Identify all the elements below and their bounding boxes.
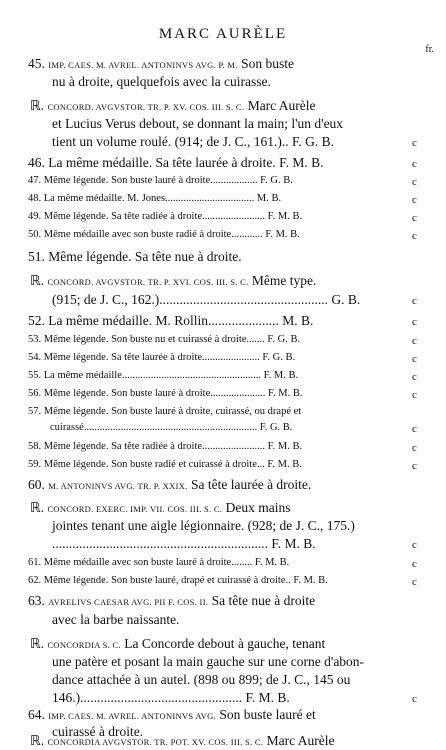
entry-64-cont: cuirassé à droite. [52, 724, 144, 739]
entry-number: 53. [28, 334, 42, 345]
rarity-mark: c [412, 295, 417, 307]
rarity-mark: c [412, 158, 417, 170]
reverse-64 [30, 733, 334, 749]
entry-text: Même légende. Son buste lauré à droite, cuirassé, ou drapé et [43, 406, 302, 417]
entry-number: 62. [28, 575, 42, 586]
entry-text: Son buste [241, 56, 294, 71]
entry-text: Même légende. Sa tête radiée à droite........................ F. M. B. [43, 211, 303, 222]
reverse-legend: CONCORDIA AVGVSTOR. TR. POT. XV. COS. III. S. C. [47, 737, 264, 747]
entry-legend: IMP. CAES. M. AVREL. ANTONINVS AVG. P. M. [48, 60, 238, 70]
entry-52 [28, 313, 313, 329]
entry-text: Même légende. Son buste lauré à droite.................. F. G. B. [43, 175, 293, 186]
rarity-mark: c [412, 335, 417, 347]
page-header: MARC AURÈLE [158, 26, 288, 42]
entry-53 [28, 334, 300, 345]
reverse-45-line2: et Lucius Verus debout, se donnant la main; l'un d'eux [52, 116, 344, 131]
entry-text: Son buste lauré et [219, 707, 316, 722]
entry-text: Même légende. Sa tête radiée à droite........................ F. M. B. [43, 441, 303, 452]
rarity-mark: c [412, 389, 417, 401]
reverse-60-line2: jointes tenant une aigle légionnaire. (928; de J. C., 175.) [52, 518, 355, 533]
entry-number: 56. [28, 388, 42, 399]
entry-text: La même médaille..................................................... F. M. B. [43, 370, 299, 381]
rarity-mark: c [412, 353, 417, 365]
rarity-mark: c [412, 539, 417, 551]
entry-54 [28, 352, 295, 363]
entry-text: La même médaille. Sa tête laurée à droite. F. M. B. [48, 155, 324, 170]
entry-63-cont: avec la barbe naissante. [52, 612, 180, 627]
rarity-mark: c [412, 212, 417, 224]
rarity-mark: c [412, 423, 417, 435]
page-corner-mark: fr. [425, 44, 434, 55]
entry-number: 63. [28, 593, 45, 608]
rarity-mark: c [412, 194, 417, 206]
reverse-text: Deux mains [225, 500, 291, 515]
reverse-60 [30, 500, 291, 516]
entry-number: 59. [28, 459, 42, 470]
entry-45-cont: nu à droite, quelquefois avec la cuirasse. [52, 74, 271, 89]
reverse-symbol: ℝ. [30, 636, 45, 651]
entry-56 [28, 388, 302, 399]
reverse-legend: CONCORD. EXERC. IMP. VII. COS. III. S. C. [47, 504, 223, 514]
entry-text: Même légende. Sa tête nue à droite. [48, 249, 242, 264]
reverse-symbol: ℝ. [30, 500, 45, 515]
entry-text: Même légende. Son buste radié et cuirassé à droite... F. M. B. [43, 459, 302, 470]
entry-number: 48. [28, 193, 42, 204]
rarity-mark: c [412, 460, 417, 472]
entry-58 [28, 441, 302, 452]
entry-number: 54. [28, 352, 42, 363]
entry-57-cont: cuirassé.................................................................. F. G. B. [50, 422, 293, 433]
reverse-text: Marc Aurèle [247, 98, 316, 113]
reverse-51 [30, 273, 316, 289]
rarity-mark: c [412, 576, 417, 588]
rarity-mark: c [412, 371, 417, 383]
entry-number: 57. [28, 406, 42, 417]
entry-55 [28, 370, 298, 381]
entry-text: Même légende. Son buste lauré à droite..................... F. M. B. [43, 388, 303, 399]
entry-62 [28, 575, 328, 586]
entry-text: Même médaille avec son buste lauré à droite........ F. M. B. [43, 557, 290, 568]
entry-45 [28, 56, 294, 72]
entry-text: Même légende. Sa tête laurée à droite...................... F. G. B. [43, 352, 296, 363]
entry-text: Même légende. Son buste lauré, drapé et cuirassé à droite.. F. M. B. [43, 575, 328, 586]
rarity-mark: c [412, 137, 417, 149]
entry-number: 64. [28, 707, 45, 722]
reverse-63-line4: 146.)................................................ F. M. B. [52, 690, 290, 705]
entry-number: 61. [28, 557, 42, 568]
reverse-60-line3: ................................................................ F. M. B. [52, 536, 316, 551]
reverse-45 [30, 98, 316, 114]
entry-49 [28, 211, 302, 222]
entry-number: 45. [28, 56, 45, 71]
entry-number: 47. [28, 175, 42, 186]
entry-legend: IMP. CAES. M. AVREL. ANTONINVS AVG. [48, 711, 217, 721]
entry-number: 46. [28, 155, 45, 170]
entry-number: 49. [28, 211, 42, 222]
reverse-legend: CONCORDIA S. C. [47, 640, 121, 650]
entry-51 [28, 249, 242, 265]
entry-63 [28, 593, 315, 609]
reverse-63-line3: dance attachée à un autel. (898 ou 899; de J. C., 145 ou [52, 672, 351, 687]
entry-59 [28, 459, 302, 470]
rarity-mark: c [412, 442, 417, 454]
reverse-51-line2: (915; de J. C., 162.).................................................. G. B. [52, 292, 361, 307]
entry-text: La même médaille. M. Rollin..................... M. B. [48, 313, 314, 328]
reverse-63-line2: une patère et posant la main gauche sur une corne d'abon- [52, 654, 365, 669]
entry-text: Sa tête nue à droite [211, 593, 316, 608]
reverse-symbol: ℝ. [30, 98, 45, 113]
entry-number: 55. [28, 370, 42, 381]
entry-number: 51. [28, 249, 45, 264]
entry-legend: AVRELIVS CAESAR AVG. PII F. COS. II. [48, 597, 209, 607]
entry-number: 58. [28, 441, 42, 452]
entry-57 [28, 406, 301, 417]
reverse-legend: CONCORD. AVGVSTOR. TR. P. XV. COS. III. S. C. [47, 102, 245, 112]
entry-61 [28, 557, 289, 568]
entry-text: Même légende. Son buste nu et cuirassé à droite....... F. G. B. [43, 334, 301, 345]
entry-48 [28, 193, 281, 204]
entry-47 [28, 175, 293, 186]
entry-46 [28, 155, 323, 171]
rarity-mark: c [412, 316, 417, 328]
entry-64 [28, 707, 316, 723]
reverse-symbol: ℝ. [30, 273, 45, 288]
reverse-text: Marc Aurèle [266, 733, 335, 748]
entry-text: Même médaille avec son buste radié à droite............ F. M. B. [43, 229, 300, 240]
reverse-63 [30, 636, 325, 652]
entry-60 [28, 477, 311, 493]
entry-number: 60. [28, 477, 45, 492]
entry-number: 50. [28, 229, 42, 240]
reverse-text: La Concorde debout à gauche, tenant [124, 636, 326, 651]
reverse-legend: CONCORD. AVGVSTOR. TR. P. XVI. COS. III. S. C. [47, 277, 249, 287]
entry-text: La même médaille. M. Jones.................................. M. B. [43, 193, 282, 204]
rarity-mark: c [412, 558, 417, 570]
entry-50 [28, 229, 300, 240]
reverse-text: Même type. [251, 273, 317, 288]
rarity-mark: c [412, 693, 417, 705]
entry-text: Sa tête laurée à droite. [190, 477, 312, 492]
reverse-45-line3: tient un volume roulé. (914; de J. C., 161.).. F. G. B. [52, 134, 335, 149]
rarity-mark: c [412, 230, 417, 242]
rarity-mark: c [412, 176, 417, 188]
entry-number: 52. [28, 313, 45, 328]
entry-legend: M. ANTONINVS AVG. TR. P. XXIX. [48, 481, 188, 491]
reverse-symbol: ℝ. [30, 733, 45, 748]
